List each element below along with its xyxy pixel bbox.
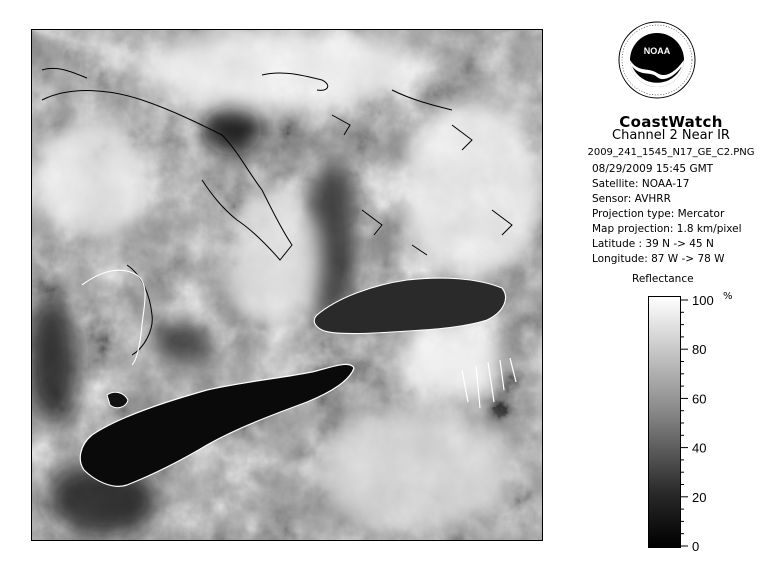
meta-satellite: Satellite: NOAA-17 bbox=[592, 178, 690, 190]
noaa-logo-text: NOAA bbox=[643, 46, 671, 56]
product-name: Channel 2 Near IR bbox=[612, 128, 730, 143]
colorbar-tick-label: 40 bbox=[692, 440, 707, 456]
meta-latitude: Latitude : 39 N -> 45 N bbox=[592, 238, 714, 250]
meta-longitude: Longitude: 87 W -> 78 W bbox=[592, 253, 725, 265]
noaa-logo bbox=[618, 21, 696, 99]
colorbar-title: Reflectance bbox=[632, 273, 694, 285]
meta-sensor: Sensor: AVHRR bbox=[592, 193, 671, 205]
colorbar-tick-label: 20 bbox=[692, 489, 707, 505]
satellite-image bbox=[31, 29, 543, 541]
colorbar-tick-label: 0 bbox=[692, 539, 700, 554]
colorbar-tick-label: 100 bbox=[692, 296, 714, 308]
meta-map-projection: Map projection: 1.8 km/pixel bbox=[592, 223, 742, 235]
colorbar bbox=[648, 296, 681, 548]
colorbar-unit: % bbox=[723, 291, 733, 302]
image-filename: 2009_241_1545_N17_GE_C2.PNG bbox=[587, 147, 755, 158]
colorbar-axis bbox=[680, 296, 770, 556]
meta-projection-type: Projection type: Mercator bbox=[592, 208, 725, 220]
meta-datetime: 08/29/2009 15:45 GMT bbox=[592, 163, 714, 175]
colorbar-tick-label: 80 bbox=[692, 342, 707, 358]
brand-title: CoastWatch bbox=[619, 113, 723, 131]
colorbar-tick-label: 60 bbox=[692, 391, 707, 407]
